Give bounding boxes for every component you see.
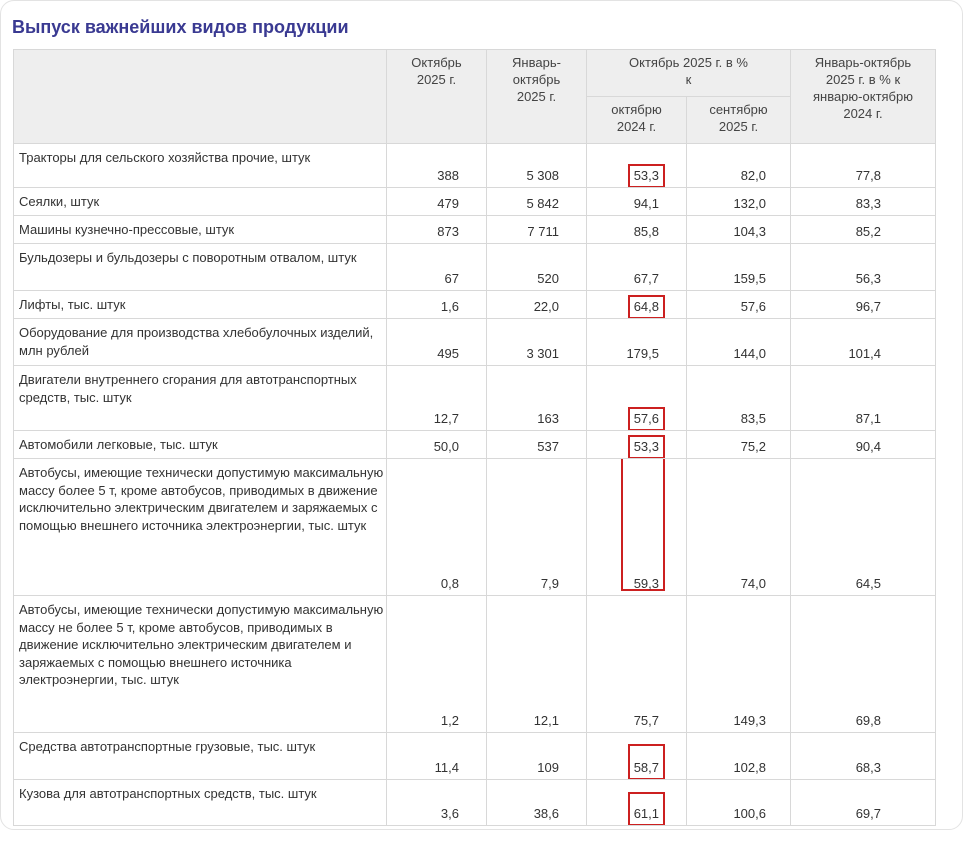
cell-janoct-pct: 64,5: [791, 459, 936, 596]
table-row: [14, 459, 936, 596]
cell-janoct: 3 301: [487, 319, 587, 366]
cell-janoct-pct: 87,1: [791, 366, 936, 431]
row-label: Оборудование для производства хлебобулочных изделий, млн рублей: [14, 319, 387, 366]
header-oct-2024: октябрю 2024 г.: [587, 97, 687, 144]
cell-sep: 100,6: [687, 780, 791, 826]
row-label: Сеялки, штук: [14, 188, 387, 216]
cell-janoct: 520: [487, 244, 587, 291]
row-label: Кузова для автотранспортных средств, тыс. штук: [14, 780, 387, 826]
cell-janoct: 7,9: [487, 459, 587, 596]
highlighted-value: 53,3: [628, 164, 665, 188]
cell-janoct: 38,6: [487, 780, 587, 826]
cell-oct: 1,6: [387, 291, 487, 319]
cell-oct2024: 85,8: [633, 223, 659, 239]
row-label: Автомобили легковые, тыс. штук: [14, 431, 387, 459]
header-oct-pct-group: Октябрь 2025 г. в % к: [587, 50, 791, 97]
table-row: [14, 188, 936, 216]
cell-janoct: 5 308: [487, 144, 587, 188]
production-table: [13, 49, 936, 826]
header-name-column: [14, 50, 387, 144]
cell-janoct-pct: 68,3: [791, 733, 936, 780]
cell-sep: 159,5: [687, 244, 791, 291]
cell-janoct-pct: 83,3: [791, 188, 936, 216]
row-label: Средства автотранспортные грузовые, тыс. штук: [14, 733, 387, 780]
header-oct-2025: Октябрь 2025 г.: [387, 50, 487, 144]
highlighted-value: 61,1: [628, 792, 665, 826]
cell-sep: 57,6: [687, 291, 791, 319]
header-janoct-pct: Январь-октябрь 2025 г. в % к январю-октябрю 2024 г.: [791, 50, 936, 144]
header-janoct-2025: Январь-октябрь 2025 г.: [487, 50, 587, 144]
table-row: [14, 244, 936, 291]
cell-janoct: 163: [487, 366, 587, 431]
cell-janoct-pct: 101,4: [791, 319, 936, 366]
highlighted-value: 53,3: [628, 435, 665, 459]
row-label: Лифты, тыс. штук: [14, 291, 387, 319]
table-row: [14, 780, 936, 826]
cell-sep: 82,0: [687, 144, 791, 188]
cell-oct2024: 67,7: [633, 270, 659, 286]
cell-oct: 50,0: [387, 431, 487, 459]
cell-oct2024: 94,1: [633, 195, 659, 211]
row-label: Автобусы, имеющие технически допустимую максимальную массу не более 5 т, кроме автобусов, приводимых в движение исключительно электрическим двигателем и заряжаемых с помощью внешнего источника электроэнергии, тыс. штук: [14, 596, 387, 733]
cell-janoct: 109: [487, 733, 587, 780]
page-title: Выпуск важнейших видов продукции: [12, 17, 349, 37]
cell-janoct-pct: 85,2: [791, 216, 936, 244]
table-row: [14, 431, 936, 459]
cell-janoct-pct: 77,8: [791, 144, 936, 188]
cell-oct: 67: [387, 244, 487, 291]
cell-oct: 873: [387, 216, 487, 244]
cell-oct: 0,8: [387, 459, 487, 596]
cell-sep: 132,0: [687, 188, 791, 216]
cell-sep: 74,0: [687, 459, 791, 596]
cell-oct: 12,7: [387, 366, 487, 431]
header-sep-2025: сентябрю 2025 г.: [687, 97, 791, 144]
row-label: Машины кузнечно-прессовые, штук: [14, 216, 387, 244]
cell-sep: 144,0: [687, 319, 791, 366]
row-label: Двигатели внутреннего сгорания для автотранспортных средств, тыс. штук: [14, 366, 387, 431]
cell-janoct-pct: 96,7: [791, 291, 936, 319]
cell-oct: 495: [387, 319, 487, 366]
cell-sep: 102,8: [687, 733, 791, 780]
cell-janoct: 5 842: [487, 188, 587, 216]
highlighted-value: 64,8: [628, 295, 665, 319]
cell-sep: 104,3: [687, 216, 791, 244]
cell-janoct-pct: 56,3: [791, 244, 936, 291]
highlighted-value: 58,7: [628, 744, 665, 780]
cell-oct: 1,2: [387, 596, 487, 733]
cell-sep: 83,5: [687, 366, 791, 431]
table-row: [14, 216, 936, 244]
cell-janoct: 12,1: [487, 596, 587, 733]
row-label: Бульдозеры и бульдозеры с поворотным отвалом, штук: [14, 244, 387, 291]
table-row: [14, 319, 936, 366]
table-body: [14, 144, 936, 826]
cell-oct: 11,4: [387, 733, 487, 780]
cell-janoct-pct: 90,4: [791, 431, 936, 459]
cell-janoct: 537: [487, 431, 587, 459]
cell-janoct: 7 711: [487, 216, 587, 244]
row-label: Автобусы, имеющие технически допустимую максимальную массу более 5 т, кроме автобусов, приводимых в движение исключительно электрическим двигателем и заряжаемых с помощью внешнего источника электроэнергии, тыс. штук: [14, 459, 387, 596]
table-header: [14, 50, 936, 144]
cell-oct: 479: [387, 188, 487, 216]
cell-sep: 75,2: [687, 431, 791, 459]
table-row: [14, 366, 936, 431]
cell-janoct-pct: 69,7: [791, 780, 936, 826]
cell-janoct-pct: 69,8: [791, 596, 936, 733]
table-row: [14, 733, 936, 780]
cell-oct2024: 75,7: [633, 712, 659, 728]
highlighted-value: 57,6: [628, 407, 665, 431]
cell-janoct: 22,0: [487, 291, 587, 319]
highlighted-value: 59,3: [633, 575, 659, 591]
table-row: [14, 291, 936, 319]
row-label: Тракторы для сельского хозяйства прочие, штук: [14, 144, 387, 188]
cell-oct: 388: [387, 144, 487, 188]
cell-oct2024: 179,5: [626, 345, 659, 361]
table-row: [14, 144, 936, 188]
cell-oct: 3,6: [387, 780, 487, 826]
cell-sep: 149,3: [687, 596, 791, 733]
table-row: [14, 596, 936, 733]
